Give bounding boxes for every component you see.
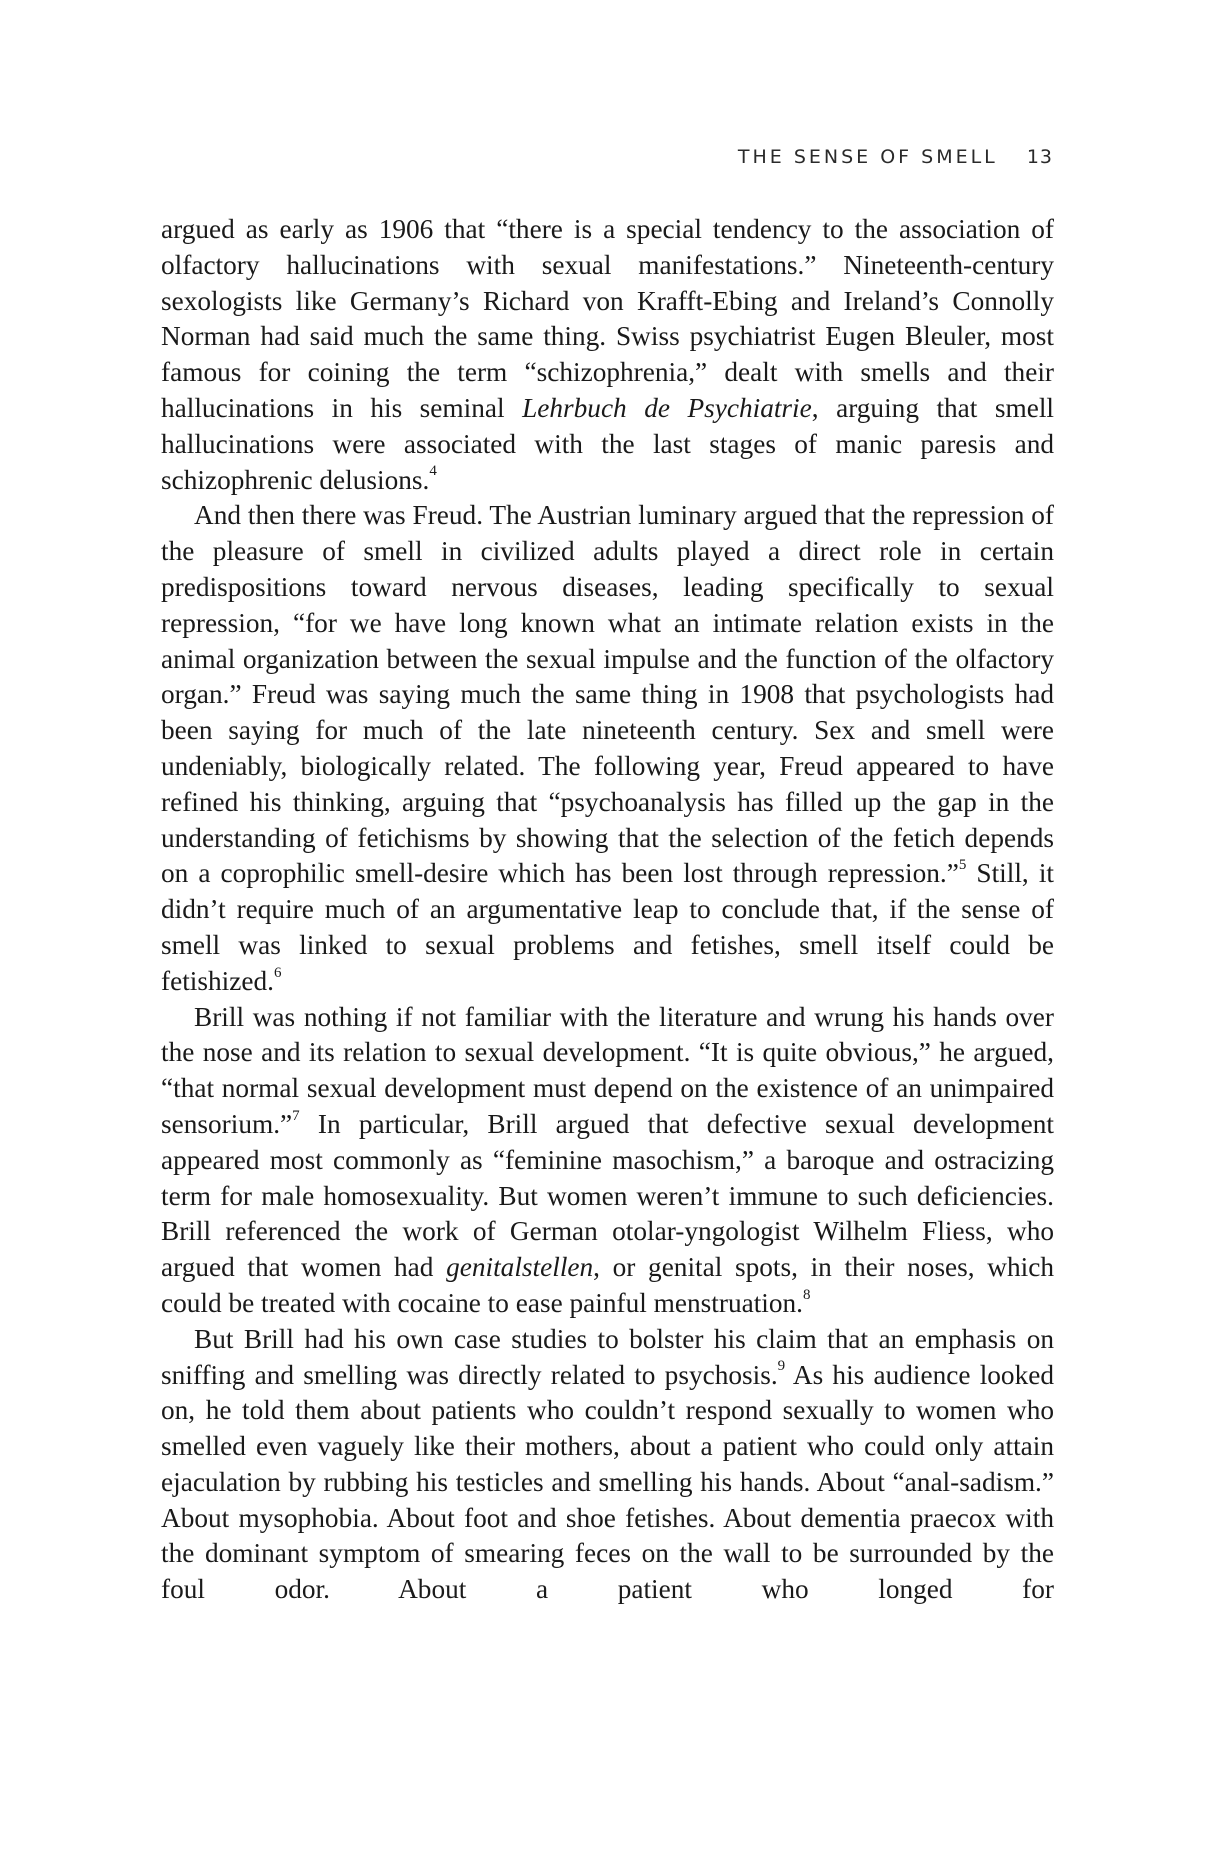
paragraph-text: In particular, Brill argued that defective sexual development appeared most commonly as “feminine masochism,” a baroque and ostracizing term for male homosexuality. But women weren’t immune to such deficiencies. Brill referenced the work of German otolar-yngologist Wilhelm Fliess, who argued that women had [161,1108,1054,1283]
paragraph-text: , or genital spots, in their noses, which could be treated with cocaine to ease painful menstruation. [161,1252,1054,1318]
footnote-reference: 9 [777,1358,786,1375]
paragraph [161,498,1054,999]
paragraph [161,212,1054,498]
footnote-reference: 4 [429,463,437,480]
paragraph-text: But Brill had his own case studies to bolster his claim that an emphasis on sniffing and smelling was directly related to psychosis. [161,1323,1054,1390]
footnote-reference: 7 [292,1107,300,1124]
paragraph [161,1322,1054,1608]
footnote-reference: 5 [958,857,967,874]
paragraph-text: argued as early as 1906 that “there is a special tendency to the association of olfactory hallucinations with sexual manifestations.” Nineteenth-century sexologists like Germany’s Richard von Krafft-Ebing and Ireland’s Connolly Norman had said much the same thing. Swiss psychiatrist Eugen Bleuler, most famous for coining the term “schizophrenia,” dealt with smells and their hallucinations in his seminal [161,214,1054,423]
page-number: 13 [1026,146,1053,168]
footnote-reference: 6 [273,964,282,981]
body-text [161,212,1054,1608]
paragraph-text: Still, it didn’t require much of an argumentative leap to conclude that, if the sense of smell was linked to sexual problems and fetishes, smell itself could be fetishized. [161,858,1054,996]
footnote-reference: 8 [803,1286,811,1303]
running-head-title: THE SENSE OF SMELL [737,146,998,168]
paragraph-text: And then there was Freud. The Austrian luminary argued that the repression of the pleasure of smell in civilized adults played a direct role in certain predispositions toward nervous diseases, leading specifically to sexual repression, “for we have long known what an intimate relation exists in the animal organization between the sexual impulse and the function of the olfactory organ.” Freud was saying much the same thing in 1908 that psychologists had been saying for much of the late nineteenth century. Sex and smell were undeniably, biologically related. The following year, Freud appeared to have refined his thinking, arguing that “psychoanalysis has filled up the gap in the understanding of fetichisms by showing that the selection of the fetich depends on a coprophilic smell-desire which has been lost through repression.” [161,500,1054,889]
running-head [738,146,1053,168]
paragraph-text: Brill was nothing if not familiar with the literature and wrung his hands over the nose and its relation to sexual development. “It is quite obvious,” he argued, “that normal sexual development must depend on the existence of an unimpaired sensorium.” [161,1001,1054,1139]
italic-title: Lehrbuch de Psychiatrie [522,392,812,423]
paragraph-text: As his audience looked on, he told them about patients who couldn’t respond sexually to women who smelled even vaguely like their mothers, about a patient who could only attain ejaculation by rubbing his testicles and smelling his hands. About “anal-sadism.” About mysophobia. About foot and shoe fetishes. About dementia praecox with the dominant symptom of smearing feces on the wall to be surrounded by the foul odor. About a patient who longed for [161,1359,1054,1605]
paragraph [161,1000,1054,1322]
paragraph-text: , arguing that smell hallucinations were associated with the last stages of manic paresis and schizophrenic delusions. [161,392,1055,495]
italic-title: genitalstellen [446,1252,594,1283]
